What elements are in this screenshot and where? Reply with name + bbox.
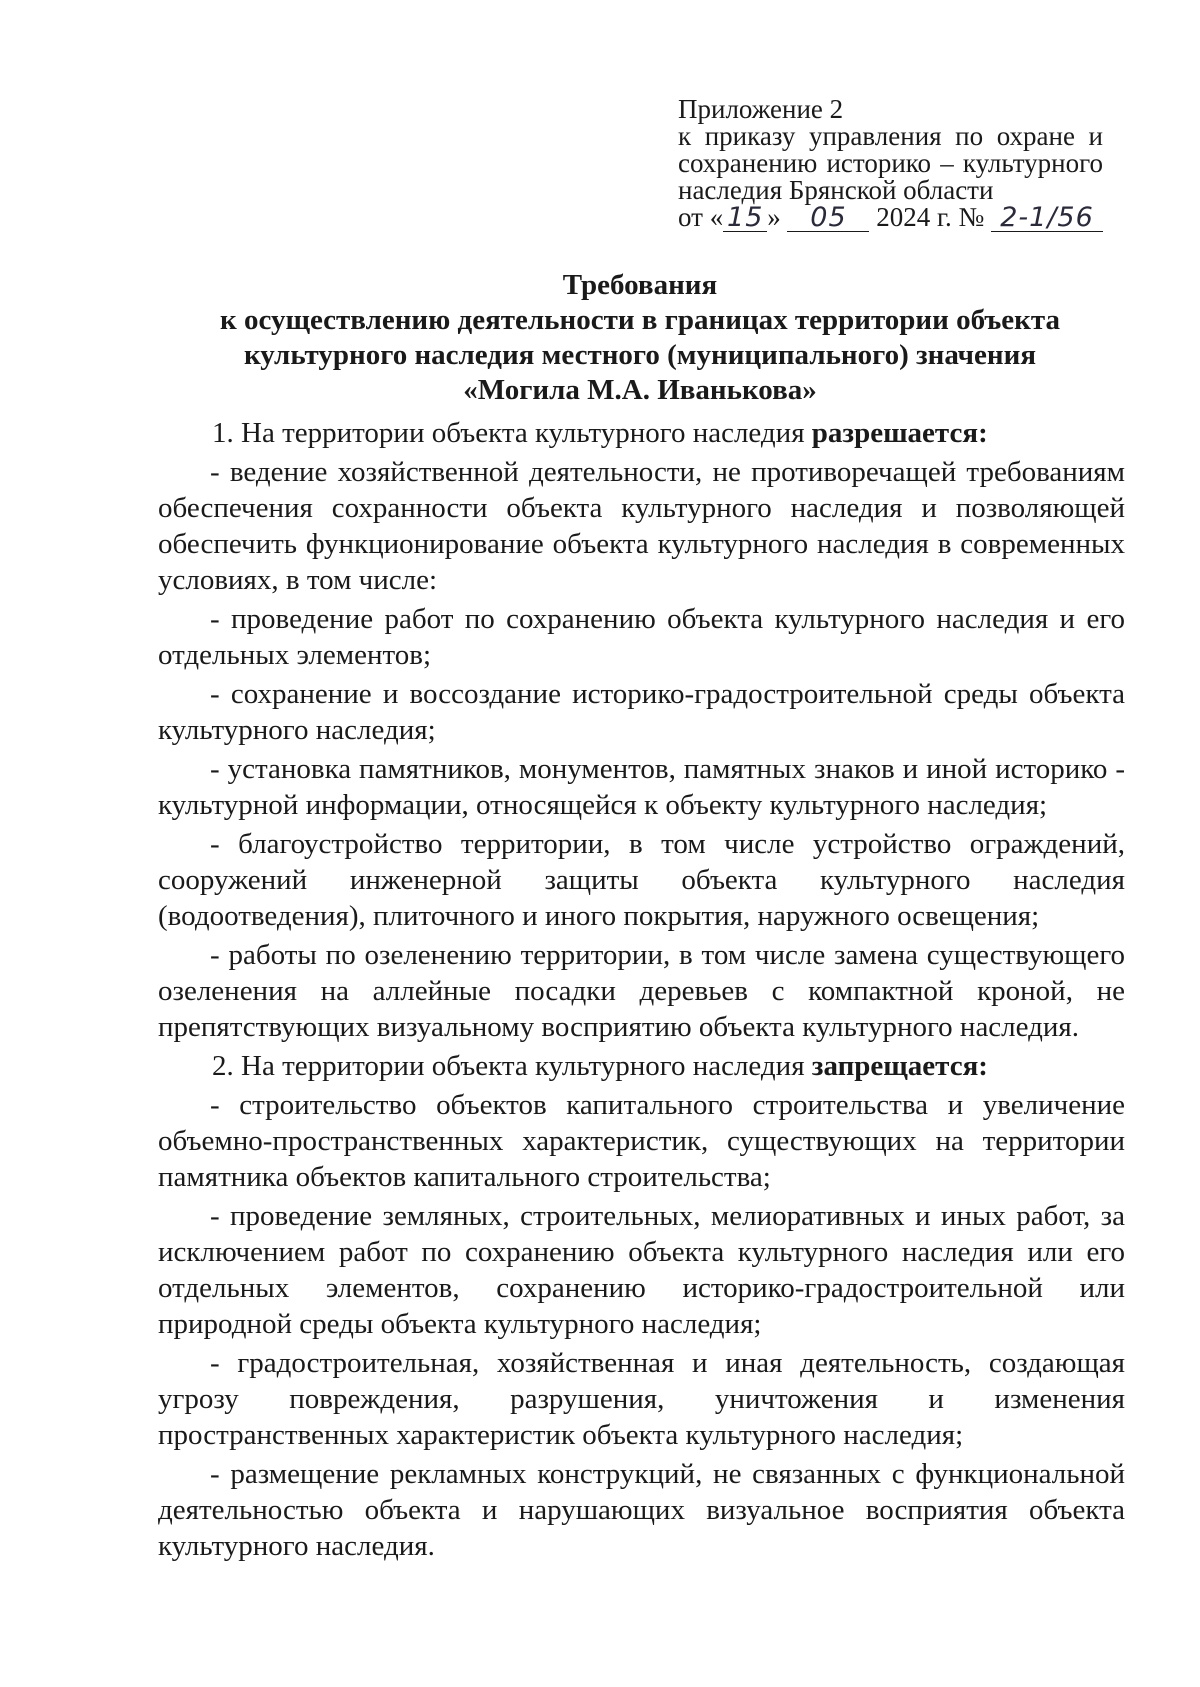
- section-2-item: - проведение земляных, строительных, мелиоративных и иных работ, за исключением работ по сохранению объекта культурного наследия или его отдельных элементов, сохранению историко-градостроительной или природной среды объекта культурного наследия;: [158, 1200, 1125, 1340]
- date-quote-close: »: [767, 202, 781, 232]
- section-2-heading: [158, 1048, 1125, 1084]
- document-title: [150, 268, 1130, 408]
- title-line-4: «Могила М.А. Иванькова»: [463, 374, 817, 406]
- section-1-lead-bold: разрешается:: [811, 417, 988, 449]
- date-year: 2024 г. №: [876, 202, 985, 232]
- title-line-3: культурного наследия местного (муниципального) значения: [243, 339, 1037, 371]
- handwritten-day: 15: [723, 205, 767, 232]
- section-2-item: - размещение рекламных конструкций, не связанных с функциональной деятельностью объекта и нарушающих визуальное восприятия объекта культурного наследия.: [158, 1458, 1125, 1562]
- handwritten-month: 05: [787, 205, 869, 232]
- section-2-lead-bold: запрещается:: [811, 1050, 988, 1082]
- section-1-item: - проведение работ по сохранению объекта культурного наследия и его отдельных элементов;: [158, 603, 1125, 671]
- appendix-label: Приложение 2: [678, 94, 844, 124]
- appendix-line-3: наследия Брянской области: [678, 175, 994, 205]
- section-1-heading: [158, 415, 1125, 451]
- section-1-lead: 1. На территории объекта культурного наследия: [212, 417, 805, 449]
- title-line-1: Требования: [562, 269, 718, 301]
- section-2-lead: 2. На территории объекта культурного наследия: [212, 1050, 805, 1082]
- handwritten-order-number: 2-1/56: [991, 205, 1103, 232]
- appendix-line-1: к приказу управления по охране и: [678, 121, 1103, 151]
- section-1-item: - сохранение и воссоздание историко-градостроительной среды объекта культурного наследия;: [158, 678, 1125, 746]
- title-line-2: к осуществлению деятельности в границах территории объекта: [220, 304, 1060, 336]
- section-1-item: - работы по озеленению территории, в том числе замена существующего озеленения на аллейные посадки деревьев с компактной кроной, не препятствующих визуальному восприятию объекта культурного наследия.: [158, 939, 1125, 1043]
- section-1-item: - благоустройство территории, в том числе устройство ограждений, сооружений инженерной защиты объекта культурного наследия (водоотведения), плиточного и иного покрытия, наружного освещения;: [158, 828, 1125, 932]
- appendix-line-2: сохранению историко – культурного: [678, 148, 1103, 178]
- section-1-item: - ведение хозяйственной деятельности, не противоречащей требованиям обеспечения сохранности объекта культурного наследия и позволяющей обеспечить функционирование объекта культурного наследия в современных условиях, в том числе:: [158, 456, 1125, 596]
- appendix-date-line: [678, 204, 1103, 232]
- document-body: [158, 415, 1125, 1567]
- appendix-header: [678, 96, 1103, 232]
- date-prefix: от «: [678, 202, 724, 232]
- section-1-item: - установка памятников, монументов, памятных знаков и иной историко - культурной информации, относящейся к объекту культурного наследия;: [158, 753, 1125, 821]
- section-2-item: - строительство объектов капитального строительства и увеличение объемно-пространственных характеристик, существующих на территории памятника объектов капитального строительства;: [158, 1089, 1125, 1193]
- section-2-item: - градостроительная, хозяйственная и иная деятельность, создающая угрозу повреждения, разрушения, уничтожения и изменения пространственных характеристик объекта культурного наследия;: [158, 1347, 1125, 1451]
